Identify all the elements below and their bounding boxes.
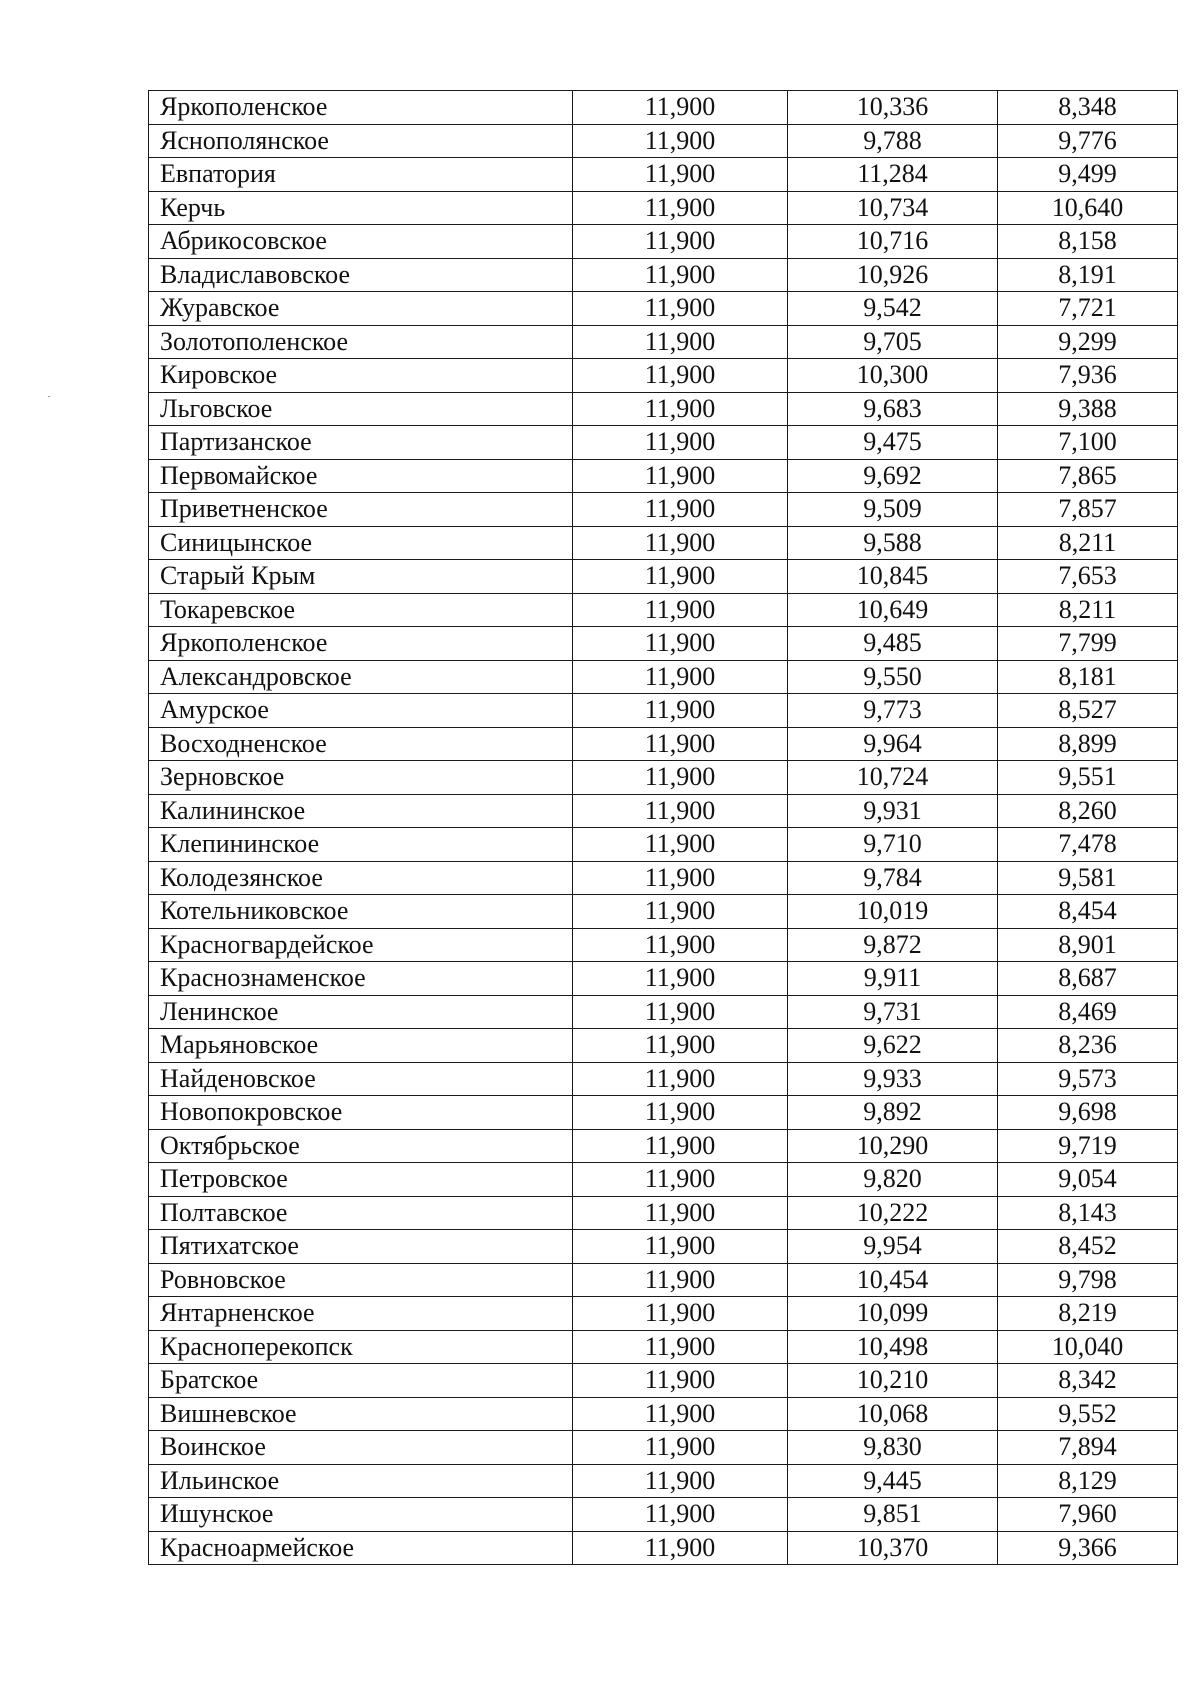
table-row bbox=[149, 426, 1178, 460]
value-col-3-cell: 7,960 bbox=[998, 1498, 1178, 1532]
settlement-name-cell: Первомайское bbox=[149, 459, 573, 493]
value-col-3-cell: 8,452 bbox=[998, 1230, 1178, 1264]
settlement-name-cell: Марьяновское bbox=[149, 1029, 573, 1063]
settlement-name-cell: Калининское bbox=[149, 794, 573, 828]
table-row bbox=[149, 392, 1178, 426]
value-col-2-cell: 10,926 bbox=[788, 258, 998, 292]
value-col-2-cell: 9,705 bbox=[788, 325, 998, 359]
settlement-name-cell: Колодезянское bbox=[149, 861, 573, 895]
value-col-1-cell: 11,900 bbox=[573, 493, 788, 527]
value-col-1-cell: 11,900 bbox=[573, 861, 788, 895]
table-row bbox=[149, 1129, 1178, 1163]
value-col-1-cell: 11,900 bbox=[573, 962, 788, 996]
table-row bbox=[149, 1297, 1178, 1331]
table-body bbox=[149, 91, 1178, 1565]
value-col-3-cell: 7,721 bbox=[998, 292, 1178, 326]
table-row bbox=[149, 1029, 1178, 1063]
table-row bbox=[149, 359, 1178, 393]
value-col-1-cell: 11,900 bbox=[573, 660, 788, 694]
value-col-3-cell: 8,219 bbox=[998, 1297, 1178, 1331]
value-col-2-cell: 9,954 bbox=[788, 1230, 998, 1264]
settlement-name-cell: Котельниковское bbox=[149, 895, 573, 929]
value-col-1-cell: 11,900 bbox=[573, 426, 788, 460]
settlement-name-cell: Партизанское bbox=[149, 426, 573, 460]
value-col-3-cell: 7,894 bbox=[998, 1431, 1178, 1465]
table-row bbox=[149, 727, 1178, 761]
value-col-1-cell: 11,900 bbox=[573, 1498, 788, 1532]
value-col-3-cell: 9,299 bbox=[998, 325, 1178, 359]
settlement-name-cell: Токаревское bbox=[149, 593, 573, 627]
value-col-1-cell: 11,900 bbox=[573, 225, 788, 259]
value-col-2-cell: 10,716 bbox=[788, 225, 998, 259]
value-col-2-cell: 9,731 bbox=[788, 995, 998, 1029]
value-col-2-cell: 9,911 bbox=[788, 962, 998, 996]
value-col-3-cell: 8,129 bbox=[998, 1464, 1178, 1498]
settlement-name-cell: Октябрьское bbox=[149, 1129, 573, 1163]
value-col-1-cell: 11,900 bbox=[573, 1230, 788, 1264]
value-col-3-cell: 9,798 bbox=[998, 1263, 1178, 1297]
value-col-1-cell: 11,900 bbox=[573, 1531, 788, 1565]
value-col-2-cell: 10,724 bbox=[788, 761, 998, 795]
table-row bbox=[149, 526, 1178, 560]
value-col-2-cell: 9,683 bbox=[788, 392, 998, 426]
value-col-2-cell: 9,892 bbox=[788, 1096, 998, 1130]
value-col-3-cell: 9,776 bbox=[998, 124, 1178, 158]
value-col-1-cell: 11,900 bbox=[573, 593, 788, 627]
value-col-2-cell: 9,773 bbox=[788, 694, 998, 728]
value-col-1-cell: 11,900 bbox=[573, 526, 788, 560]
table-row bbox=[149, 91, 1178, 125]
settlement-name-cell: Красноперекопск bbox=[149, 1330, 573, 1364]
value-col-3-cell: 8,191 bbox=[998, 258, 1178, 292]
value-col-1-cell: 11,900 bbox=[573, 392, 788, 426]
value-col-1-cell: 11,900 bbox=[573, 1297, 788, 1331]
table-row bbox=[149, 258, 1178, 292]
settlement-name-cell: Пятихатское bbox=[149, 1230, 573, 1264]
table-row bbox=[149, 962, 1178, 996]
settlement-name-cell: Ишунское bbox=[149, 1498, 573, 1532]
value-col-2-cell: 9,820 bbox=[788, 1163, 998, 1197]
settlement-name-cell: Амурское bbox=[149, 694, 573, 728]
table-row bbox=[149, 1531, 1178, 1565]
value-col-2-cell: 9,710 bbox=[788, 828, 998, 862]
value-col-1-cell: 11,900 bbox=[573, 459, 788, 493]
table-row bbox=[149, 325, 1178, 359]
settlement-name-cell: Клепининское bbox=[149, 828, 573, 862]
value-col-3-cell: 9,719 bbox=[998, 1129, 1178, 1163]
value-col-2-cell: 10,734 bbox=[788, 191, 998, 225]
value-col-2-cell: 9,692 bbox=[788, 459, 998, 493]
value-col-3-cell: 7,100 bbox=[998, 426, 1178, 460]
value-col-3-cell: 8,158 bbox=[998, 225, 1178, 259]
value-col-2-cell: 10,454 bbox=[788, 1263, 998, 1297]
value-col-2-cell: 9,550 bbox=[788, 660, 998, 694]
value-col-1-cell: 11,900 bbox=[573, 124, 788, 158]
table-row bbox=[149, 1263, 1178, 1297]
value-col-3-cell: 8,211 bbox=[998, 593, 1178, 627]
value-col-1-cell: 11,900 bbox=[573, 325, 788, 359]
value-col-3-cell: 8,469 bbox=[998, 995, 1178, 1029]
value-col-1-cell: 11,900 bbox=[573, 1062, 788, 1096]
value-col-3-cell: 8,527 bbox=[998, 694, 1178, 728]
value-col-2-cell: 10,336 bbox=[788, 91, 998, 125]
value-col-1-cell: 11,900 bbox=[573, 1163, 788, 1197]
table-row bbox=[149, 861, 1178, 895]
table-row bbox=[149, 828, 1178, 862]
settlement-name-cell: Воинское bbox=[149, 1431, 573, 1465]
settlement-name-cell: Братское bbox=[149, 1364, 573, 1398]
value-col-3-cell: 8,687 bbox=[998, 962, 1178, 996]
settlement-name-cell: Кировское bbox=[149, 359, 573, 393]
settlement-name-cell: Янтарненское bbox=[149, 1297, 573, 1331]
settlement-name-cell: Льговское bbox=[149, 392, 573, 426]
value-col-1-cell: 11,900 bbox=[573, 895, 788, 929]
table-row bbox=[149, 1330, 1178, 1364]
table-row bbox=[149, 493, 1178, 527]
table-row bbox=[149, 560, 1178, 594]
value-col-1-cell: 11,900 bbox=[573, 359, 788, 393]
value-col-3-cell: 8,211 bbox=[998, 526, 1178, 560]
value-col-2-cell: 10,068 bbox=[788, 1397, 998, 1431]
settlement-name-cell: Ленинское bbox=[149, 995, 573, 1029]
value-col-3-cell: 8,260 bbox=[998, 794, 1178, 828]
value-col-1-cell: 11,900 bbox=[573, 1431, 788, 1465]
value-col-1-cell: 11,900 bbox=[573, 560, 788, 594]
value-col-2-cell: 9,588 bbox=[788, 526, 998, 560]
value-col-3-cell: 8,901 bbox=[998, 928, 1178, 962]
settlement-name-cell: Вишневское bbox=[149, 1397, 573, 1431]
table-row bbox=[149, 1431, 1178, 1465]
value-col-2-cell: 9,931 bbox=[788, 794, 998, 828]
value-col-2-cell: 9,830 bbox=[788, 1431, 998, 1465]
value-col-1-cell: 11,900 bbox=[573, 91, 788, 125]
table-row bbox=[149, 995, 1178, 1029]
value-col-2-cell: 9,788 bbox=[788, 124, 998, 158]
value-col-2-cell: 10,845 bbox=[788, 560, 998, 594]
value-col-3-cell: 7,478 bbox=[998, 828, 1178, 862]
value-col-2-cell: 9,964 bbox=[788, 727, 998, 761]
value-col-3-cell: 8,181 bbox=[998, 660, 1178, 694]
table-row bbox=[149, 1230, 1178, 1264]
value-col-3-cell: 8,143 bbox=[998, 1196, 1178, 1230]
table-row bbox=[149, 1364, 1178, 1398]
value-col-1-cell: 11,900 bbox=[573, 794, 788, 828]
value-col-3-cell: 9,388 bbox=[998, 392, 1178, 426]
table-row bbox=[149, 1196, 1178, 1230]
table-row bbox=[149, 593, 1178, 627]
table-row bbox=[149, 191, 1178, 225]
settlement-name-cell: Краснознаменское bbox=[149, 962, 573, 996]
settlement-name-cell: Красноармейское bbox=[149, 1531, 573, 1565]
value-col-1-cell: 11,900 bbox=[573, 1397, 788, 1431]
table-row bbox=[149, 1397, 1178, 1431]
value-col-2-cell: 10,019 bbox=[788, 895, 998, 929]
table-row bbox=[149, 660, 1178, 694]
settlement-name-cell: Ровновское bbox=[149, 1263, 573, 1297]
value-col-2-cell: 10,370 bbox=[788, 1531, 998, 1565]
settlement-name-cell: Восходненское bbox=[149, 727, 573, 761]
table-row bbox=[149, 794, 1178, 828]
value-col-2-cell: 9,485 bbox=[788, 627, 998, 661]
value-col-1-cell: 11,900 bbox=[573, 191, 788, 225]
settlement-name-cell: Приветненское bbox=[149, 493, 573, 527]
data-table bbox=[148, 90, 1178, 1565]
settlement-name-cell: Золотополенское bbox=[149, 325, 573, 359]
value-col-2-cell: 9,784 bbox=[788, 861, 998, 895]
value-col-1-cell: 11,900 bbox=[573, 1364, 788, 1398]
value-col-1-cell: 11,900 bbox=[573, 1330, 788, 1364]
value-col-1-cell: 11,900 bbox=[573, 828, 788, 862]
table-row bbox=[149, 292, 1178, 326]
value-col-1-cell: 11,900 bbox=[573, 292, 788, 326]
value-col-2-cell: 9,933 bbox=[788, 1062, 998, 1096]
value-col-2-cell: 9,872 bbox=[788, 928, 998, 962]
value-col-1-cell: 11,900 bbox=[573, 1029, 788, 1063]
settlement-name-cell: Александровское bbox=[149, 660, 573, 694]
value-col-2-cell: 10,300 bbox=[788, 359, 998, 393]
value-col-2-cell: 9,851 bbox=[788, 1498, 998, 1532]
value-col-1-cell: 11,900 bbox=[573, 694, 788, 728]
table-row bbox=[149, 459, 1178, 493]
settlement-name-cell: Абрикосовское bbox=[149, 225, 573, 259]
value-col-3-cell: 8,454 bbox=[998, 895, 1178, 929]
value-col-2-cell: 11,284 bbox=[788, 158, 998, 192]
value-col-2-cell: 9,622 bbox=[788, 1029, 998, 1063]
value-col-1-cell: 11,900 bbox=[573, 1196, 788, 1230]
settlement-name-cell: Синицынское bbox=[149, 526, 573, 560]
value-col-1-cell: 11,900 bbox=[573, 258, 788, 292]
table-row bbox=[149, 694, 1178, 728]
settlement-name-cell: Найденовское bbox=[149, 1062, 573, 1096]
value-col-3-cell: 8,342 bbox=[998, 1364, 1178, 1398]
value-col-3-cell: 7,865 bbox=[998, 459, 1178, 493]
value-col-3-cell: 7,936 bbox=[998, 359, 1178, 393]
value-col-2-cell: 9,542 bbox=[788, 292, 998, 326]
value-col-3-cell: 7,857 bbox=[998, 493, 1178, 527]
settlement-name-cell: Зерновское bbox=[149, 761, 573, 795]
value-col-3-cell: 8,348 bbox=[998, 91, 1178, 125]
table-row bbox=[149, 928, 1178, 962]
settlement-name-cell: Евпатория bbox=[149, 158, 573, 192]
settlement-name-cell: Яснополянское bbox=[149, 124, 573, 158]
settlement-name-cell: Полтавское bbox=[149, 1196, 573, 1230]
settlement-name-cell: Ильинское bbox=[149, 1464, 573, 1498]
value-col-2-cell: 10,210 bbox=[788, 1364, 998, 1398]
table-row bbox=[149, 895, 1178, 929]
value-col-3-cell: 10,640 bbox=[998, 191, 1178, 225]
value-col-2-cell: 10,290 bbox=[788, 1129, 998, 1163]
value-col-3-cell: 9,581 bbox=[998, 861, 1178, 895]
value-col-2-cell: 10,649 bbox=[788, 593, 998, 627]
settlement-name-cell: Новопокровское bbox=[149, 1096, 573, 1130]
settlement-name-cell: Красногвардейское bbox=[149, 928, 573, 962]
value-col-1-cell: 11,900 bbox=[573, 761, 788, 795]
value-col-1-cell: 11,900 bbox=[573, 1464, 788, 1498]
value-col-2-cell: 9,509 bbox=[788, 493, 998, 527]
table-row bbox=[149, 761, 1178, 795]
value-col-3-cell: 9,573 bbox=[998, 1062, 1178, 1096]
value-col-1-cell: 11,900 bbox=[573, 1263, 788, 1297]
settlement-name-cell: Керчь bbox=[149, 191, 573, 225]
table-row bbox=[149, 1464, 1178, 1498]
table-row bbox=[149, 1096, 1178, 1130]
value-col-1-cell: 11,900 bbox=[573, 158, 788, 192]
value-col-3-cell: 9,499 bbox=[998, 158, 1178, 192]
value-col-2-cell: 9,445 bbox=[788, 1464, 998, 1498]
value-col-1-cell: 11,900 bbox=[573, 995, 788, 1029]
settlement-name-cell: Яркополенское bbox=[149, 91, 573, 125]
value-col-1-cell: 11,900 bbox=[573, 727, 788, 761]
table-row bbox=[149, 124, 1178, 158]
settlement-name-cell: Старый Крым bbox=[149, 560, 573, 594]
scan-speck bbox=[48, 396, 50, 397]
value-col-3-cell: 9,551 bbox=[998, 761, 1178, 795]
value-col-3-cell: 7,653 bbox=[998, 560, 1178, 594]
value-col-2-cell: 10,222 bbox=[788, 1196, 998, 1230]
value-col-1-cell: 11,900 bbox=[573, 928, 788, 962]
table-row bbox=[149, 1498, 1178, 1532]
table-row bbox=[149, 627, 1178, 661]
settlement-name-cell: Петровское bbox=[149, 1163, 573, 1197]
settlement-name-cell: Владиславовское bbox=[149, 258, 573, 292]
value-col-3-cell: 10,040 bbox=[998, 1330, 1178, 1364]
value-col-2-cell: 10,498 bbox=[788, 1330, 998, 1364]
value-col-2-cell: 10,099 bbox=[788, 1297, 998, 1331]
value-col-3-cell: 8,899 bbox=[998, 727, 1178, 761]
value-col-2-cell: 9,475 bbox=[788, 426, 998, 460]
value-col-3-cell: 9,054 bbox=[998, 1163, 1178, 1197]
table-row bbox=[149, 158, 1178, 192]
value-col-3-cell: 9,698 bbox=[998, 1096, 1178, 1130]
value-col-3-cell: 7,799 bbox=[998, 627, 1178, 661]
value-col-3-cell: 9,366 bbox=[998, 1531, 1178, 1565]
value-col-1-cell: 11,900 bbox=[573, 627, 788, 661]
value-col-3-cell: 8,236 bbox=[998, 1029, 1178, 1063]
value-col-1-cell: 11,900 bbox=[573, 1096, 788, 1130]
settlement-name-cell: Журавское bbox=[149, 292, 573, 326]
value-col-1-cell: 11,900 bbox=[573, 1129, 788, 1163]
settlement-name-cell: Яркополенское bbox=[149, 627, 573, 661]
table-row bbox=[149, 225, 1178, 259]
value-col-3-cell: 9,552 bbox=[998, 1397, 1178, 1431]
table-row bbox=[149, 1163, 1178, 1197]
table-row bbox=[149, 1062, 1178, 1096]
